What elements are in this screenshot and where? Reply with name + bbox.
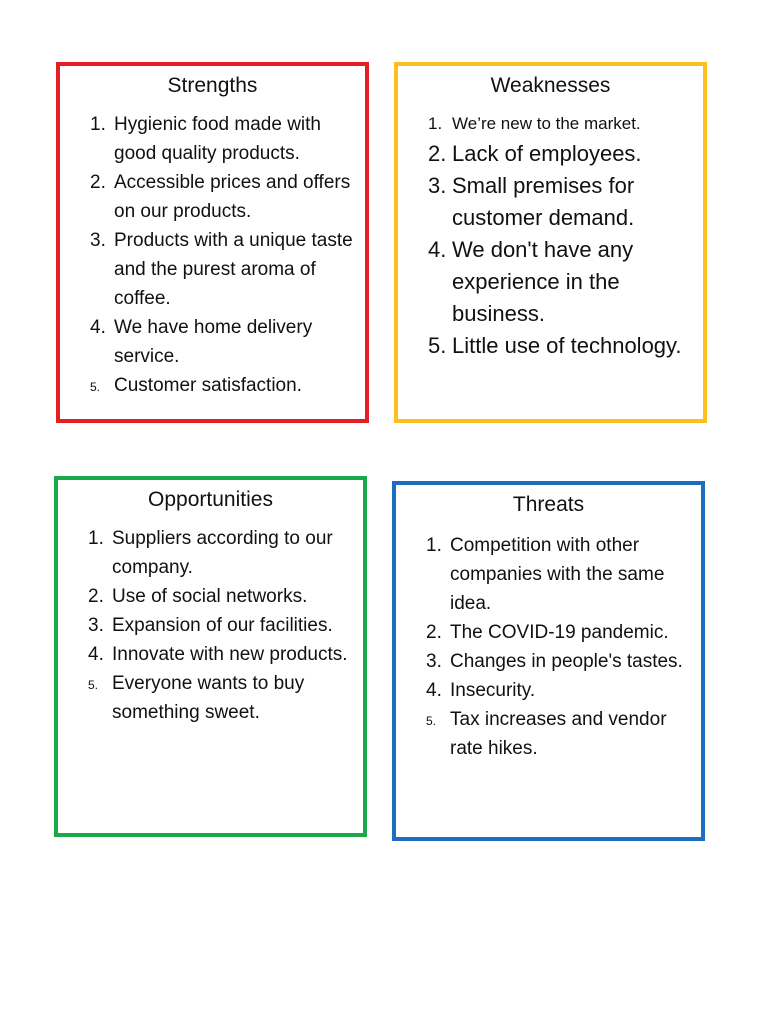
strengths-item-2 (90, 168, 365, 226)
threats-item-4-number: 4. (426, 680, 442, 701)
threats-item-1-text: Competition with other companies with the same idea. (450, 535, 665, 614)
opportunities-item-2-number: 2. (88, 586, 104, 607)
strengths-list (90, 110, 365, 400)
weaknesses-item-5-text: Little use of technology. (452, 333, 682, 358)
weaknesses-item-4-number: 4. (428, 237, 447, 262)
opportunities-item-1 (88, 524, 363, 582)
weaknesses-item-3 (428, 170, 703, 234)
strengths-item-3-number: 3. (90, 230, 106, 251)
opportunities-item-1-text: Suppliers according to our company. (112, 528, 333, 578)
threats-item-3-text: Changes in people's tastes. (450, 651, 683, 672)
threats-item-4 (426, 676, 701, 705)
opportunities-item-5 (88, 669, 363, 727)
opportunities-item-3-text: Expansion of our facilities. (112, 615, 333, 636)
weaknesses-item-2-number: 2. (428, 141, 447, 166)
opportunities-item-5-text: Everyone wants to buy something sweet. (112, 673, 305, 723)
strengths-item-4-number: 4. (90, 317, 106, 338)
opportunities-item-4-number: 4. (88, 644, 104, 665)
threats-item-1-number: 1. (426, 535, 442, 556)
strengths-title: Strengths (167, 74, 258, 97)
threats-item-5 (426, 705, 701, 763)
strengths-item-2-number: 2. (90, 172, 106, 193)
weaknesses-list (428, 110, 703, 362)
threats-list (426, 531, 701, 763)
weaknesses-box (394, 62, 707, 423)
weaknesses-item-1-number: 1. (428, 114, 443, 133)
threats-item-5-text: Tax increases and vendor rate hikes. (450, 709, 667, 759)
weaknesses-title: Weaknesses (490, 74, 611, 97)
strengths-box (56, 62, 369, 423)
threats-item-3 (426, 647, 701, 676)
threats-item-4-text: Insecurity. (450, 680, 536, 701)
threats-box (392, 481, 705, 841)
weaknesses-item-4-text: We don't have any experience in the business. (452, 237, 634, 326)
strengths-item-1-text: Hygienic food made with good quality products. (114, 114, 321, 164)
strengths-item-5-number: 5. (90, 380, 101, 394)
opportunities-item-3-number: 3. (88, 615, 104, 636)
opportunities-item-1-number: 1. (88, 528, 104, 549)
strengths-item-3 (90, 226, 365, 313)
opportunities-title: Opportunities (148, 488, 273, 511)
weaknesses-item-5 (428, 330, 703, 362)
strengths-item-1-number: 1. (90, 114, 106, 135)
opportunities-item-4-text: Innovate with new products. (112, 644, 348, 665)
threats-item-2-text: The COVID-19 pandemic. (450, 622, 669, 643)
weaknesses-item-2 (428, 138, 703, 170)
opportunities-box (54, 476, 367, 837)
threats-item-3-number: 3. (426, 651, 442, 672)
strengths-item-2-text: Accessible prices and offers on our products. (114, 172, 351, 222)
weaknesses-item-3-number: 3. (428, 173, 447, 198)
threats-item-5-number: 5. (426, 714, 437, 728)
opportunities-item-2 (88, 582, 363, 611)
strengths-item-5-text: Customer satisfaction. (114, 375, 302, 396)
opportunities-list (88, 524, 363, 727)
threats-item-2 (426, 618, 701, 647)
strengths-item-3-text: Products with a unique taste and the purest aroma of coffee. (114, 230, 353, 309)
threats-title: Threats (512, 493, 585, 516)
opportunities-item-3 (88, 611, 363, 640)
weaknesses-item-3-text: Small premises for customer demand. (452, 173, 635, 230)
weaknesses-item-2-text: Lack of employees. (452, 141, 642, 166)
weaknesses-item-4 (428, 234, 703, 330)
strengths-item-4-text: We have home delivery service. (114, 317, 313, 367)
strengths-item-1 (90, 110, 365, 168)
opportunities-item-5-number: 5. (88, 678, 99, 692)
strengths-item-4 (90, 313, 365, 371)
opportunities-item-2-text: Use of social networks. (112, 586, 308, 607)
threats-item-2-number: 2. (426, 622, 442, 643)
opportunities-item-4 (88, 640, 363, 669)
weaknesses-item-1 (428, 110, 703, 138)
threats-item-1 (426, 531, 701, 618)
strengths-item-5 (90, 371, 365, 400)
weaknesses-item-5-number: 5. (428, 333, 447, 358)
weaknesses-item-1-text: We’re new to the market. (452, 114, 641, 133)
